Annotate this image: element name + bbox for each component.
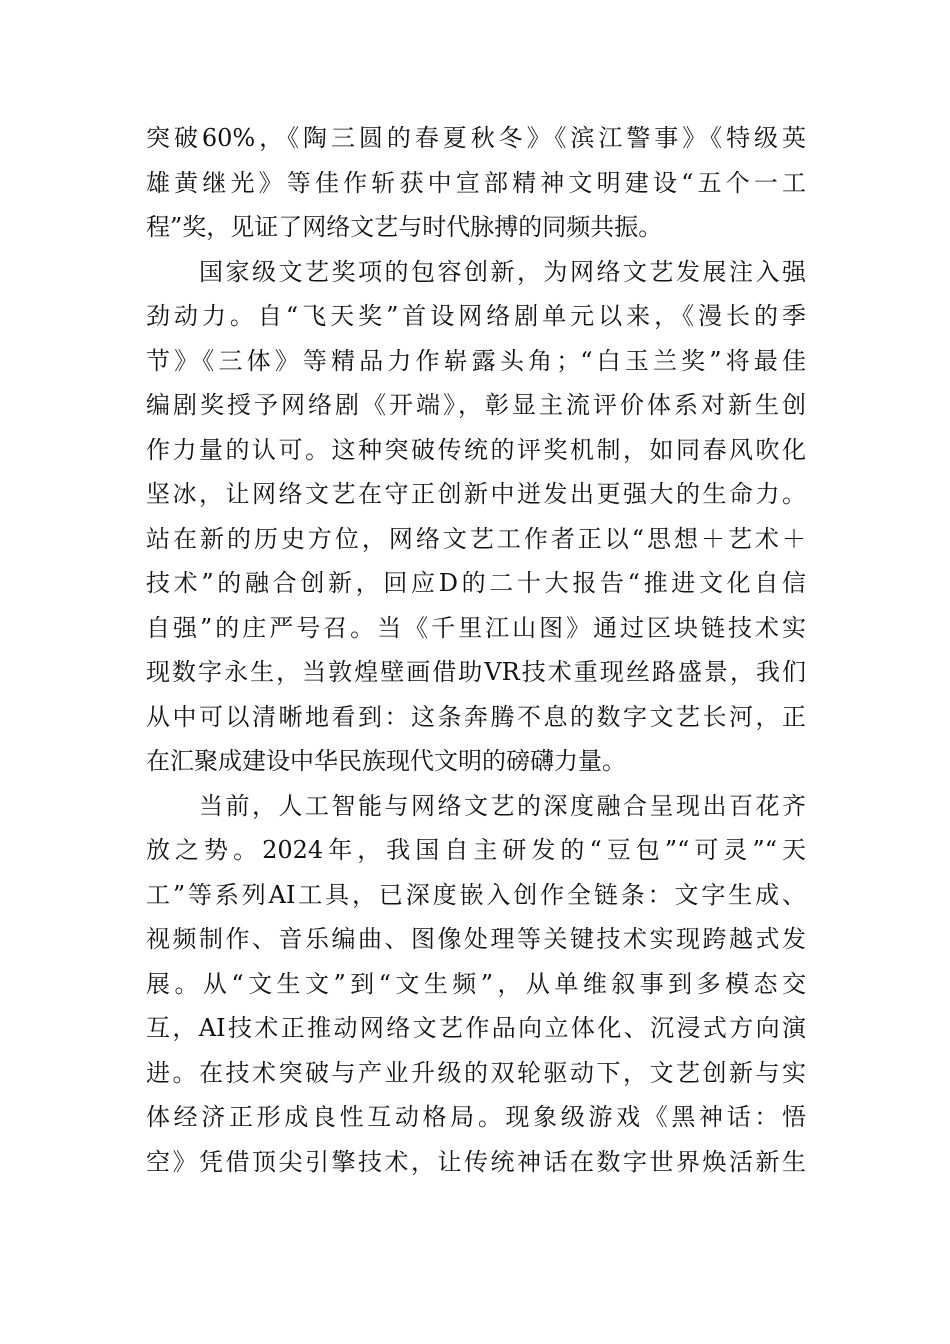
text-line: 现数字永生，当敦煌壁画借助VR技术重现丝路盛景，我们 xyxy=(146,658,806,686)
text-line: 当前，人工智能与网络文艺的深度融合呈现出百花齐 xyxy=(146,791,806,820)
text-line: 空》凭借顶尖引擎技术，让传统神话在数字世界焕活新生 xyxy=(146,1147,806,1176)
text-line: 技术”的融合创新，回应D的二十大报告“推进文化自信 xyxy=(146,569,806,597)
text-line: 劲动力。自“飞天奖”首设网络剧单元以来，《漫长的季 xyxy=(146,302,806,330)
text-line: 互，AI技术正推动网络文艺作品向立体化、沉浸式方向演 xyxy=(146,1014,806,1042)
text-line: 在汇聚成建设中华民族现代文明的磅礴力量。 xyxy=(146,747,626,775)
text-line: 体经济正形成良性互动格局。现象级游戏《黑神话：悟 xyxy=(146,1103,806,1131)
text-line: 作力量的认可。这种突破传统的评奖机制，如同春风吹化 xyxy=(146,435,806,464)
text-line: 自强”的庄严号召。当《千里江山图》通过区块链技术实 xyxy=(146,613,806,642)
text-line: 工”等系列AI工具，已深度嵌入创作全链条：文字生成、 xyxy=(146,880,806,909)
body-text xyxy=(146,116,806,1184)
text-line: 节》《三体》等精品力作崭露头角；“白玉兰奖”将最佳 xyxy=(146,346,806,375)
text-line: 视频制作、音乐编曲、图像处理等关键技术实现跨越式发 xyxy=(146,925,806,953)
text-line: 放之势。2024年，我国自主研发的“豆包”“可灵”“天 xyxy=(146,836,806,864)
text-line: 从中可以清晰地看到：这条奔腾不息的数字文艺长河，正 xyxy=(146,702,806,731)
text-line: 国家级文艺奖项的包容创新，为网络文艺发展注入强 xyxy=(146,257,806,286)
text-line: 雄黄继光》等佳作斩获中宣部精神文明建设“五个一工 xyxy=(146,168,806,197)
text-line: 突破60%，《陶三圆的春夏秋冬》《滨江警事》《特级英 xyxy=(146,124,806,152)
text-line: 程”奖，见证了网络文艺与时代脉搏的同频共振。 xyxy=(146,213,663,241)
text-line: 坚冰，让网络文艺在守正创新中迸发出更强大的生命力。 xyxy=(146,480,806,508)
text-line: 站在新的历史方位，网络文艺工作者正以“思想＋艺术＋ xyxy=(146,524,806,553)
text-line: 展。从“文生文”到“文生频”，从单维叙事到多模态交 xyxy=(146,969,806,998)
text-line: 进。在技术突破与产业升级的双轮驱动下，文艺创新与实 xyxy=(146,1058,806,1087)
text-line: 编剧奖授予网络剧《开端》，彰显主流评价体系对新生创 xyxy=(146,391,806,419)
